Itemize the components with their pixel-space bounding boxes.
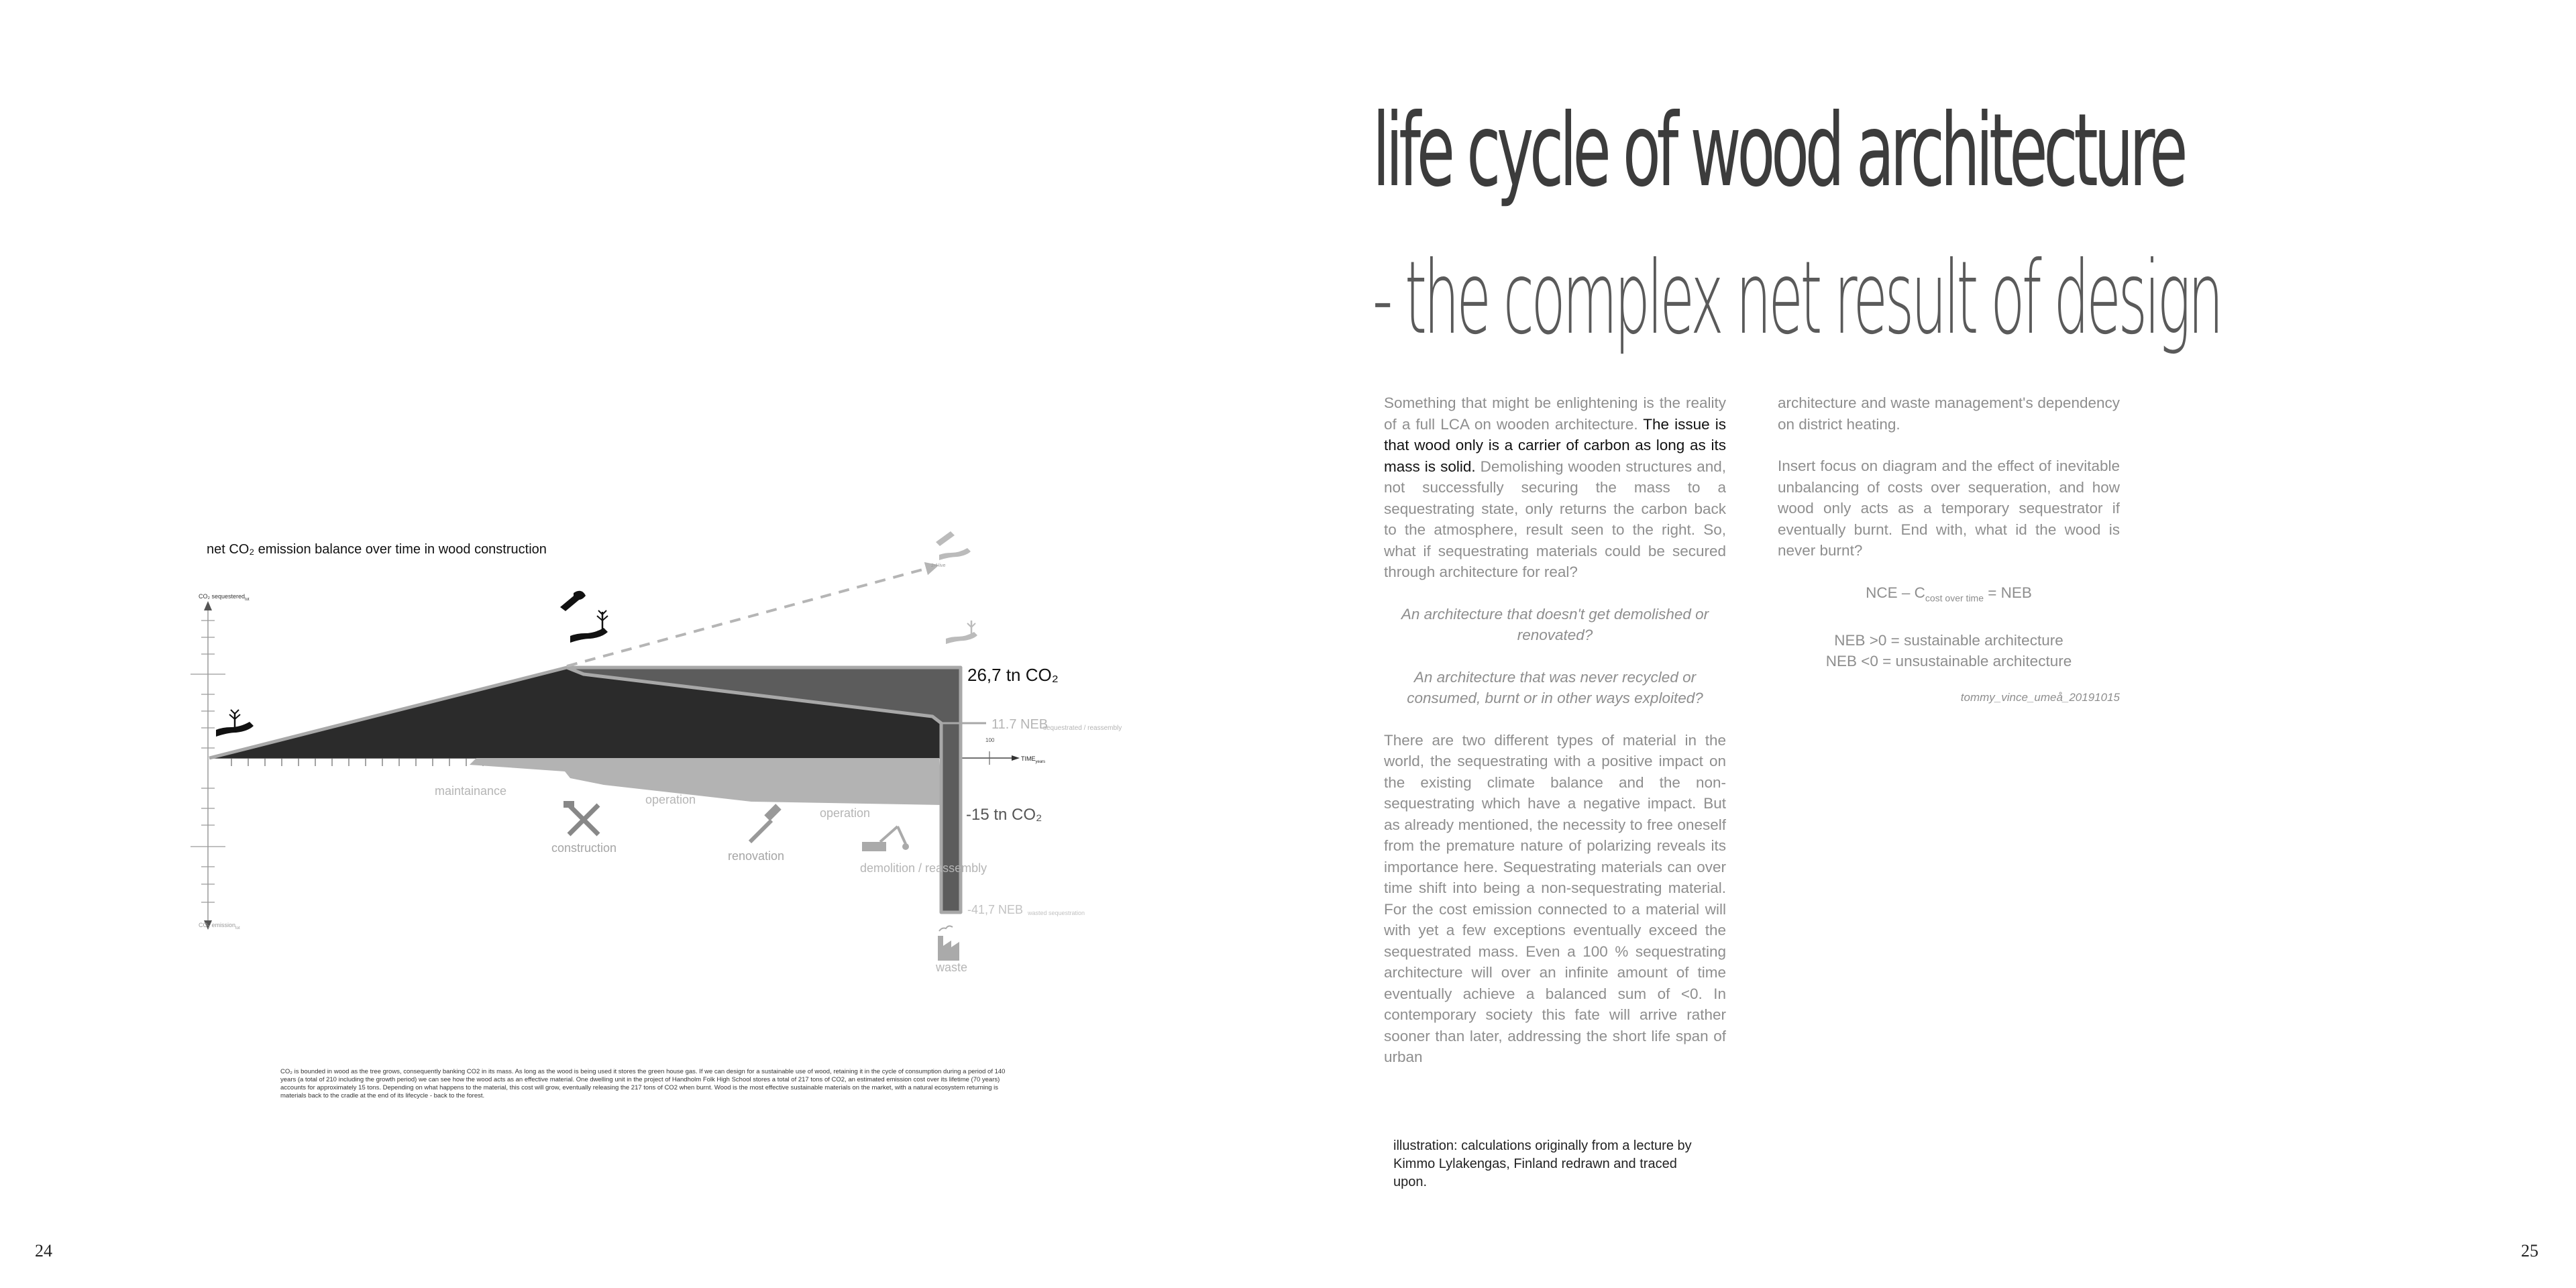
- co2-balance-chart: [0, 0, 1140, 1006]
- phase-operation-1: operation: [645, 793, 696, 806]
- signature: tommy_vince_umeå_20191015: [1960, 690, 2120, 704]
- paragraph-materials: There are two different types of material in the world, the sequestrating with a positive impact on the existing climate balance and the non-sequestrating which have a negative impact. But as already mentioned, the necessity to free oneself from the premature nature of polarizing reveals its importance here. Sequestrating materials can over time shift into being a non-sequestrating material. For the cost emission connected to a material will with yet a few exceptions eventually exceed the sequestrated mass. Even a 100 % sequestrating architecture will over an infinite amount of time eventually achieve a balanced sum of <0. In contemporary society this fate will arrive rather sooner than later, addressing the short life span of urban: [1384, 731, 1726, 1065]
- neb-negative-sub: wasted sequestration: [1028, 910, 1085, 916]
- emphasis-text: The issue is that wood only is a carrier of carbon as long as its mass is solid.: [1384, 415, 1726, 475]
- seedling-in-hand-icon: [216, 710, 254, 737]
- hammer-icon: [750, 804, 782, 842]
- phase-waste: waste: [936, 961, 968, 974]
- x-axis-label: $TIME_{years}$: [1021, 755, 1046, 764]
- formula: NCE – $C_{cost over time}$ = NEB: [1866, 584, 2032, 603]
- chart-title: net CO₂ emission balance over time in wood construction: [207, 542, 547, 557]
- page-title: life cycle of wood architecture: [1373, 93, 2184, 209]
- paragraph-focus: Insert focus on diagram and the effect of inevitable unbalancing of costs over sequeration, and how wood only acts as a temporary sequestrator if eventually burnt. End with, what id the wood is never burnt?: [1778, 458, 2120, 559]
- chart-footnote: CO₂ is bounded in wood as the tree grows, consequently banking CO2 in its mass. As long as the wood is being used it stores the green house gas. If we can design for a sustainable use of wood, retaining it in the cycle of consumption during a period of 140 years (a total of 210 including the growth period) we can see how the wood acts as an effective material. One dwelling unit in the project of Handholm Folk High School stores a total of 217 tons of CO2, an estimated emission cost over its lifetime (70 years) accounts for approximately 15 tons. Depending on what happens to the material, this cost will grow, eventually releasing the 217 tons of CO2 when burnt. Wood is the most effective sustainable materials on the market, with a natural ecosystem returning is materials back to the cradle at the end of its lifecycle - back to the forest.: [280, 1068, 1006, 1099]
- neb-negative: NEB <0 = unsustainable architecture: [1825, 653, 2072, 669]
- page-number-left: 24: [35, 1241, 52, 1260]
- paragraph-continued: architecture and waste management's dependency on district heating.: [1778, 394, 2120, 433]
- second-life-label: 2ⁿᵈ live: [931, 564, 946, 568]
- emission-annotation: -15 tn CO₂: [966, 806, 1042, 824]
- phase-maintainance: maintainance: [435, 784, 507, 798]
- x-axis-arrow: [1012, 755, 1020, 761]
- construction-tools-icon: [564, 801, 598, 835]
- second-life-axe-icon: [936, 531, 971, 560]
- body-column-2: [1778, 392, 2120, 708]
- paragraph-intro: Something that might be enlightening is the reality of a full LCA on wooden architecture. The issue is that wood only is a carrier of carbon as long as its mass is solid. Demolishing wooden structures and, not successfully securing the mass to a sequestrating state, only returns the carbon back to the atmosphere, result seen to the right. So, what if sequestrating materials could be secured through architecture for real?: [1384, 394, 1726, 580]
- neb-negative-annotation: -41,7 NEB: [967, 903, 1024, 916]
- neb-positive-sub: sequestrated / reassembly: [1043, 724, 1122, 732]
- y-axis-top-label: CO₂ sequestered$_{tot}$: [199, 593, 250, 602]
- y-axis-bottom-label: CO₂ emission$_{tot}$: [199, 922, 240, 930]
- excavator-icon: [862, 826, 909, 851]
- question-1: An architecture that doesn't get demolished or renovated?: [1401, 605, 1709, 643]
- body-column-1: [1384, 392, 1726, 1089]
- page-subtitle: - the complex net result of design: [1373, 240, 2221, 357]
- page-number-right: 25: [2521, 1241, 2538, 1260]
- illustration-caption: illustration: calculations originally from a lecture by Kimmo Lylakengas, Finland redrawn and traced upon.: [1393, 1138, 1692, 1189]
- neb-positive: NEB >0 = sustainable architecture: [1834, 631, 2063, 649]
- reassembly-hand-icon: [946, 621, 977, 644]
- phase-construction: construction: [551, 841, 617, 855]
- phase-operation-2: operation: [820, 806, 871, 820]
- question-2: An architecture that was never recycled or consumed, burnt or in other ways exploited?: [1407, 668, 1703, 706]
- axe-and-seedling-icon: [560, 591, 608, 643]
- neb-positive-annotation: 11.7 NEB: [991, 717, 1049, 732]
- phase-demolition: demolition / reassembly: [860, 861, 987, 875]
- y-axis-arrow-up: [204, 601, 212, 610]
- peak-annotation: 26,7 tn CO₂: [967, 665, 1059, 685]
- x-axis-tick-marker: 100: [985, 737, 995, 743]
- second-life-dashed-line: [567, 567, 932, 666]
- factory-icon: [938, 926, 959, 961]
- emission-area: [470, 758, 941, 805]
- phase-renovation: renovation: [728, 849, 785, 863]
